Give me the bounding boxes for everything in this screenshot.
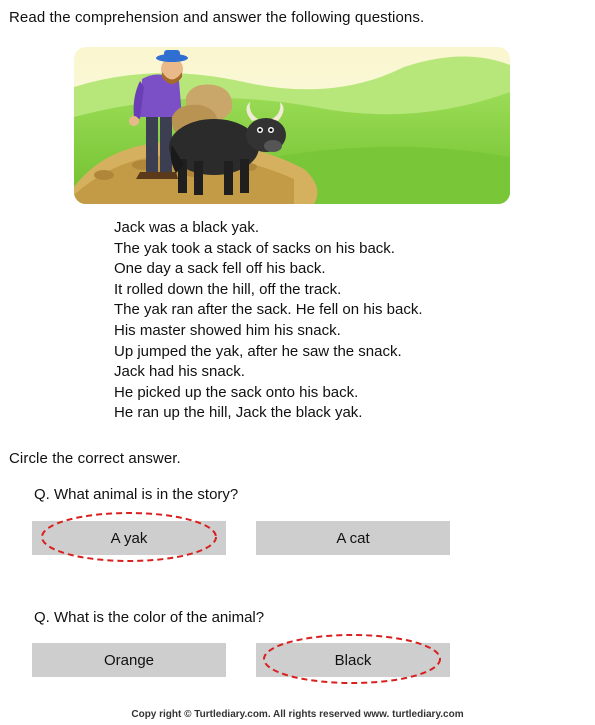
story-line: His master showed him his snack. <box>114 321 341 339</box>
story-text <box>114 218 422 424</box>
story-line: The yak ran after the sack. He fell on his back. <box>114 301 423 319</box>
man-with-yak-on-hill-illustration <box>74 47 510 204</box>
story-line: He ran up the hill, Jack the black yak. <box>114 404 363 422</box>
story-line: Jack had his snack. <box>114 363 245 381</box>
story-illustration <box>74 47 510 204</box>
answer-option-a-cat[interactable]: A cat <box>256 521 450 555</box>
story-line: The yak took a stack of sacks on his back. <box>114 239 395 257</box>
answer-option-black[interactable]: Black <box>256 643 450 677</box>
story-line: One day a sack fell off his back. <box>114 260 326 278</box>
answer-instruction: Circle the correct answer. <box>9 450 181 467</box>
answer-option-a-yak[interactable]: A yak <box>32 521 226 555</box>
story-line: Jack was a black yak. <box>114 219 260 236</box>
question-2: Q. What is the color of the animal? <box>34 609 265 626</box>
instructions-heading: Read the comprehension and answer the following questions. <box>9 9 425 26</box>
story-line: Up jumped the yak, after he saw the snack. <box>114 342 402 360</box>
answer-option-orange[interactable]: Orange <box>32 643 226 677</box>
story-line: He picked up the sack onto his back. <box>114 383 359 401</box>
footer-copyright: Copy right © Turtlediary.com. All rights reserved www. turtlediary.com <box>131 709 464 720</box>
story-line: It rolled down the hill, off the track. <box>114 280 342 298</box>
question-1: Q. What animal is in the story? <box>34 486 239 503</box>
